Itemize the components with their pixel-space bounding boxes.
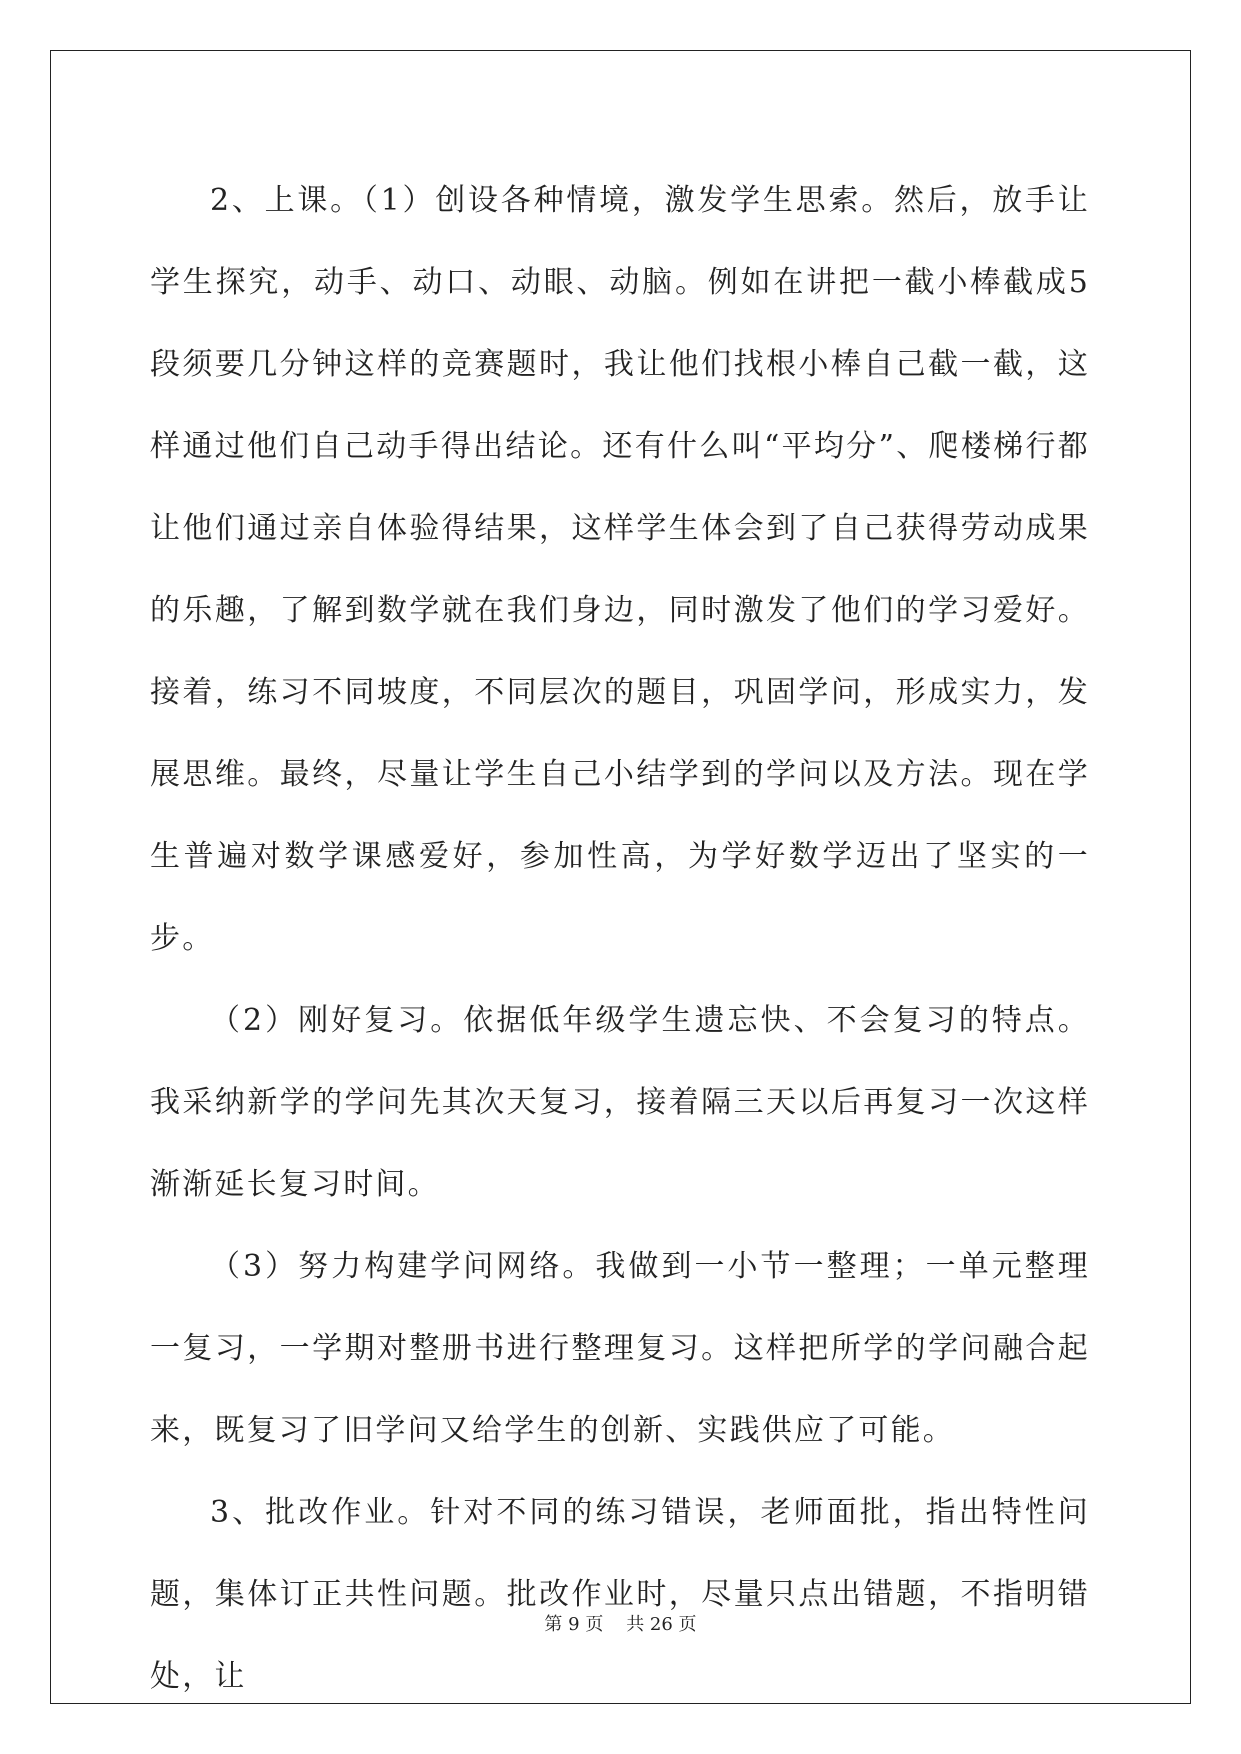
paragraph-timely-review: （2）刚好复习。依据低年级学生遗忘快、不会复习的特点。我采纳新学的学问先其次天复习，接着隔三天以后再复习一次这样渐渐延长复习时间。 — [150, 1003, 1090, 1202]
paragraph-class-teaching: 2、上课。（1）创设各种情境，激发学生思索。然后，放手让学生探究，动手、动口、动眼、动脑。例如在讲把一截小棒截成5段须要几分钟这样的竞赛题时，我让他们找根小棒自己截一截，这样通过他们自己动手得出结论。还有什么叫“平均分”、爬楼梯行都让他们通过亲自体验得结果，这样学生体会到了自己获得劳动成果的乐趣，了解到数学就在我们身边，同时激发了他们的学习爱好。接着，练习不同坡度，不同层次的题目，巩固学问，形成实力，发展思维。最终，尽量让学生自己小结学到的学问以及方法。现在学生普遍对数学课感爱好，参加性高，为学好数学迈出了坚实的一步。 — [150, 183, 1090, 956]
page-number-footer: 第 9 页 共 26 页 — [544, 1614, 697, 1635]
document-body — [150, 160, 1090, 1718]
paragraph-homework-correction: 3、批改作业。针对不同的练习错误，老师面批，指出特性问题，集体订正共性问题。批改作业时，尽量只点出错题，不指明错处，让 — [150, 1495, 1090, 1694]
paragraph-knowledge-network: （3）努力构建学问网络。我做到一小节一整理；一单元整理一复习，一学期对整册书进行整理复习。这样把所学的学问融合起来，既复习了旧学问又给学生的创新、实践供应了可能。 — [150, 1249, 1090, 1448]
